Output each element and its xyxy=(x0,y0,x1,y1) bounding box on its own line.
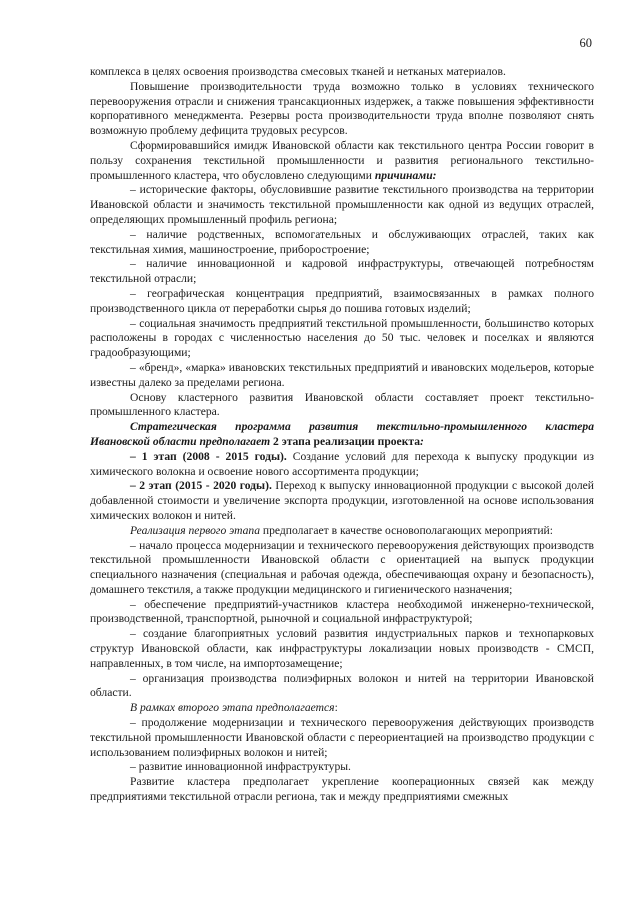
list-item: – обеспечение предприятий-участников кластера необходимой инженерно-технической, производственной, транспортной, рыночной и социальной инфраструктурой; xyxy=(90,597,594,626)
list-item: – наличие родственных, вспомогательных и обслуживающих отраслей, таких как текстильная химия, машиностроение, приборостроение; xyxy=(90,227,594,256)
stage-item: – 2 этап (2015 - 2020 годы). Переход к выпуску инновационной продукции с высокой долей добавленной стоимости и увеличение экспорта продукции, изготовленной на основе использования химических волокон и нитей. xyxy=(90,479,594,522)
document-body xyxy=(90,65,594,805)
paragraph: Повышение производительности труда возможно только в условиях технического перевооружения отрасли и снижения трансакционных издержек, а также повышения эффективности корпоративного менеджмента. Резервы роста производительности труда вполне позволяют снять возможную проблему дефицита трудовых ресурсов. xyxy=(90,79,594,138)
list-item: – создание благоприятных условий развития индустриальных парков и технопарковых структур Ивановской области, как инфраструктуры локализации новых производств - СМСП, направленных, в том числе, на импортозамещение; xyxy=(90,627,594,670)
list-item: – начало процесса модернизации и технического перевооружения действующих производств текстильной промышленности Ивановской области с ориентацией на выпуск продукции специального назначения (специальная и рабочая одежда, обеспечивающая охрану и безопасность), домашнего текстиля, а также продукции медицинского и гигиенического назначения; xyxy=(90,538,594,596)
list-item: – продолжение модернизации и технического перевооружения действующих производств текстильной промышленности Ивановской области с переориентацией на производство продукции с использованием полиэфирных волокон и нитей; xyxy=(90,716,594,759)
list-item: – развитие инновационной инфраструктуры. xyxy=(130,760,351,774)
paragraph: Развитие кластера предполагает укрепление кооперационных связей как между предприятиями текстильной отрасли региона, так и между предприятиями смежных xyxy=(90,775,594,804)
list-item: – социальная значимость предприятий текстильной промышленности, большинство которых расположены в городах с численностью населения до 50 тыс. человек и поселках и являются градообразующими; xyxy=(90,316,594,360)
stage-item: – 1 этап (2008 - 2015 годы). Создание условий для перехода к выпуску продукции из химического волокна и освоение нового ассортимента продукции; xyxy=(90,449,594,478)
list-item: – наличие инновационной и кадровой инфраструктуры, отвечающей потребностям текстильной отрасли; xyxy=(90,257,594,286)
paragraph: В рамках второго этапа предполагается: xyxy=(130,701,338,715)
list-item: – организация производства полиэфирных волокон и нитей на территории Ивановской области. xyxy=(90,671,594,700)
page-number: 60 xyxy=(579,36,592,50)
paragraph: Основу кластерного развития Ивановской области составляет проект текстильно-промышленного кластера. xyxy=(90,390,594,419)
paragraph: Сформировавшийся имидж Ивановской области как текстильного центра России говорит в пользу сохранения текстильной промышленности и развития регионального текстильно-промышленного кластера, что обусловлено следующими причинами: xyxy=(90,138,594,182)
program-heading: Стратегическая программа развития текстильно-промышленного кластера Ивановской области предполагает 2 этапа реализации проекта: xyxy=(90,420,594,448)
list-item: – географическая концентрация предприятий, взаимосвязанных в рамках полного производственного цикла от переработки сырья до пошива готовых изделий; xyxy=(90,286,594,315)
emphasis: причинами: xyxy=(374,168,437,182)
paragraph: Реализация первого этапа предполагает в качестве основополагающих мероприятий: xyxy=(130,523,553,537)
paragraph: комплекса в целях освоения производства смесовых тканей и нетканых материалов. xyxy=(90,65,506,78)
list-item: – «бренд», «марка» ивановских текстильных предприятий и ивановских модельеров, которые известны далеко за пределами региона. xyxy=(90,360,594,389)
list-item: – исторические факторы, обусловившие развитие текстильного производства на территории Ивановской области и значимость текстильной промышленности как одной из ведущих отраслей, определяющих промышленный профиль региона; xyxy=(90,183,594,226)
